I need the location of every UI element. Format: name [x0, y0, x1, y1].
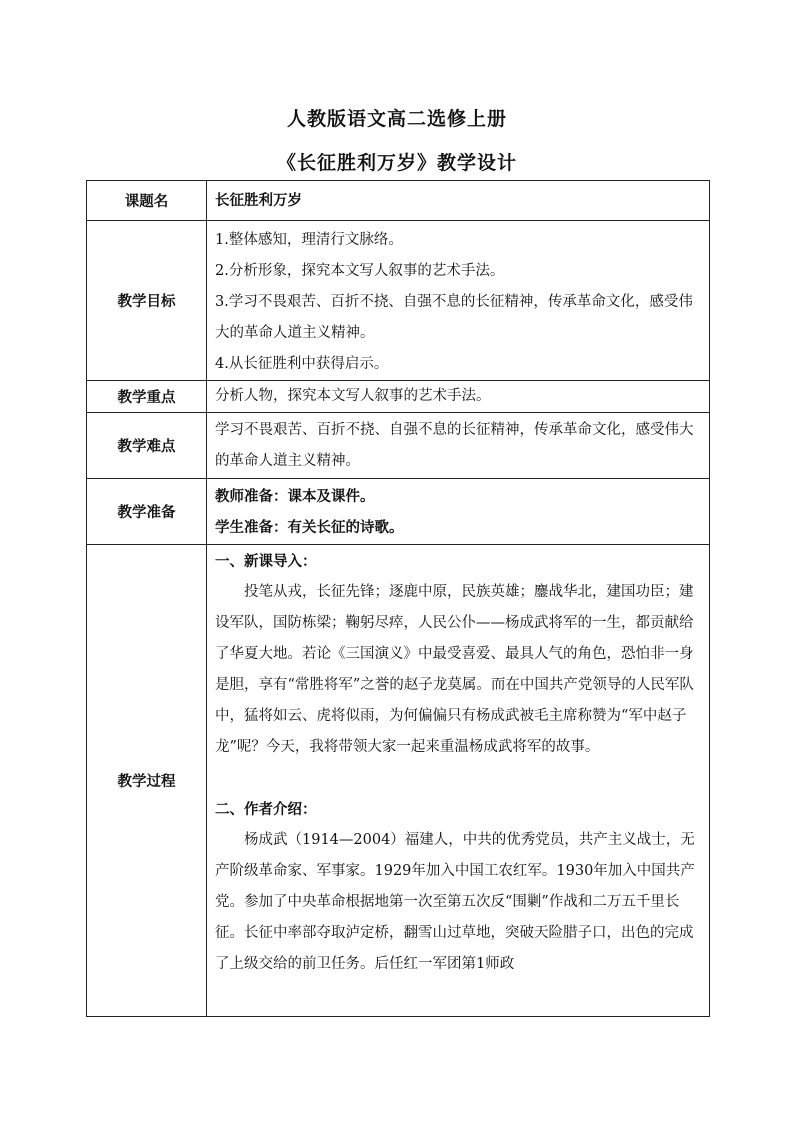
value-preparation	[207, 479, 710, 545]
row-preparation	[87, 479, 710, 545]
label-difficulties: 教学难点	[87, 413, 207, 479]
label-topic: 课题名	[87, 181, 207, 221]
section-heading: 二、作者介绍：	[215, 801, 317, 818]
label-key-points: 教学重点	[87, 381, 207, 413]
row-difficulties	[87, 413, 710, 479]
document-title: 人教版语文高二选修上册	[286, 108, 507, 130]
section-heading: 一、新课导入：	[215, 553, 317, 570]
key-points-text: 分析人物，探究本文写人叙事的艺术手法。	[215, 388, 491, 404]
row-topic	[87, 181, 710, 221]
spacer	[215, 763, 703, 794]
goal-item: 2.分析形象，探究本文写人叙事的艺术手法。	[215, 263, 505, 279]
value-topic	[207, 181, 710, 221]
label-process: 教学过程	[87, 545, 207, 1017]
goal-item: 3.学习不畏艰苦、百折不挠、自强不息的长征精神，传承革命文化，感受伟大的革命人道主义精神。	[215, 294, 693, 341]
value-goals	[207, 221, 710, 381]
document-subtitle: 《长征胜利万岁》教学设计	[276, 152, 517, 174]
row-process	[87, 545, 710, 1017]
row-key-points	[87, 381, 710, 413]
goal-item: 4.从长征胜利中获得启示。	[215, 356, 389, 372]
label-goals: 教学目标	[87, 221, 207, 381]
section-paragraph: 杨成武（1914—2004）福建人，中共的优秀党员，共产主义战士，无产阶级革命家、军事家。1929年加入中国工农红军。1930年加入中国共产党。参加了中央革命根据地第一次至第五次反“围剿”作战和二万五千里长征。长征中率部夺取泸定桥，翻雪山过草地，突破天险腊子口，出色的完成了上级交给的前卫任务。后任红一军团第1师政	[215, 832, 695, 972]
section-paragraph: 投笔从戎，长征先锋；逐鹿中原，民族英雄；鏖战华北，建国功臣；建设军队，国防栋梁；鞠躬尽瘁，人民公仆——杨成武将军的一生，都贡献给了华夏大地。若论《三国演义》中最受喜爱、最具人气的角色，恐怕非一身是胆，享有“常胜将军”之誉的赵子龙莫属。而在中国共产党领导的人民军队中，猛将如云、虎将似雨，为何偏偏只有杨成武被毛主席称赞为“军中赵子龙”呢？今天，我将带领大家一起来重温杨成武将军的故事。	[215, 584, 694, 755]
difficulties-text: 学习不畏艰苦、百折不挠、自强不息的长征精神，传承革命文化，感受伟大的革命人道主义精神。	[215, 421, 694, 469]
value-key-points	[207, 381, 710, 413]
topic-text: 长征胜利万岁	[215, 192, 302, 209]
row-goals	[87, 221, 710, 381]
label-preparation: 教学准备	[87, 479, 207, 545]
value-process	[207, 545, 710, 1017]
value-difficulties	[207, 413, 710, 479]
student-prep: 学生准备：有关长征的诗歌。	[215, 518, 404, 536]
goal-item: 1.整体感知，理清行文脉络。	[215, 232, 403, 248]
lesson-plan-table	[86, 180, 710, 1017]
teacher-prep: 教师准备：课本及课件。	[215, 487, 375, 505]
